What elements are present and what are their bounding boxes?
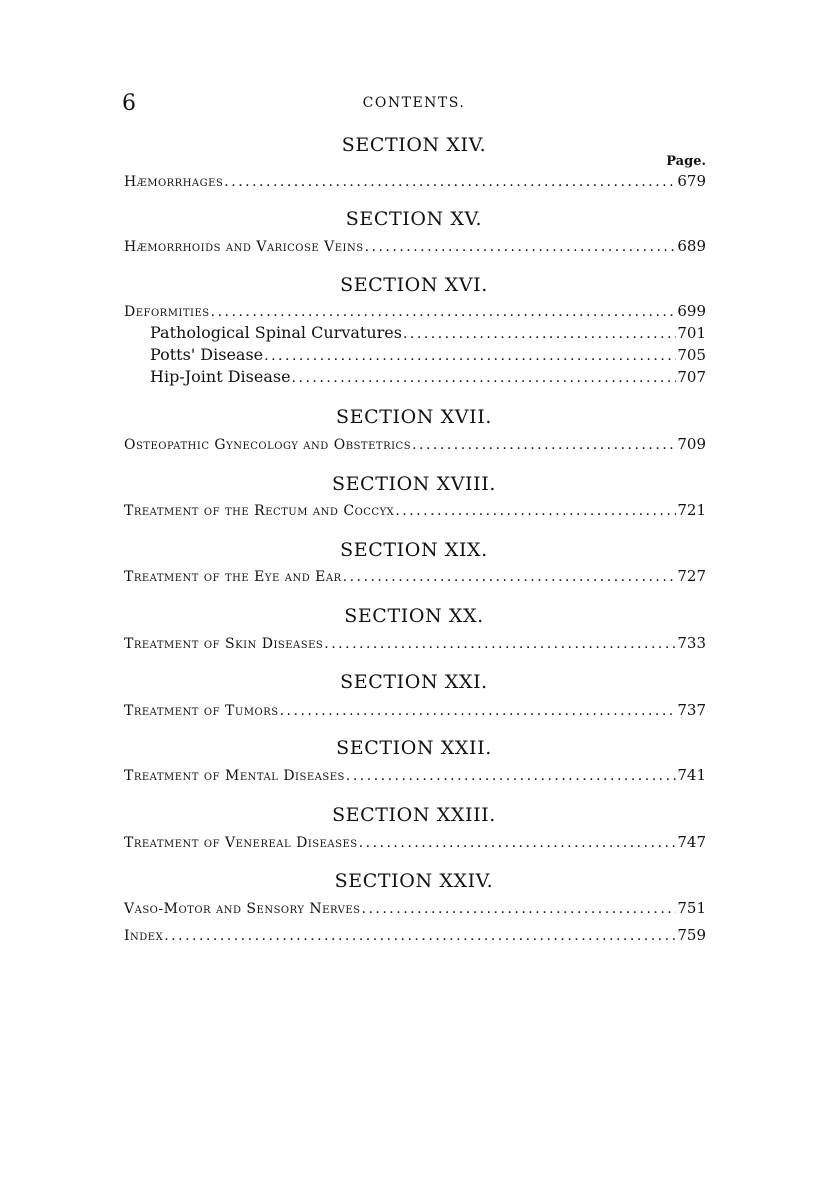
toc-entry-label: Treatment of the Eye and Ear xyxy=(124,569,342,585)
toc-entry-label: Treatment of the Rectum and Coccyx xyxy=(124,503,395,519)
toc-entry[interactable] xyxy=(124,633,706,653)
toc-entry[interactable] xyxy=(124,236,706,256)
page-column-label: Page. xyxy=(666,154,706,169)
toc-entry-label: Treatment of Skin Diseases xyxy=(124,636,324,652)
toc-subentry[interactable] xyxy=(150,367,706,387)
toc-entry[interactable] xyxy=(124,925,706,945)
section-heading: SECTION XX. xyxy=(344,605,484,627)
dot-leader xyxy=(412,435,676,455)
dot-leader xyxy=(359,833,677,853)
dot-leader xyxy=(403,324,676,344)
toc-entry[interactable] xyxy=(124,171,706,191)
toc-entry-page: 741 xyxy=(677,766,706,784)
section-heading: SECTION XV. xyxy=(345,208,483,230)
toc-entry-label: Treatment of Venereal Diseases xyxy=(124,835,358,851)
section-heading: SECTION XXII. xyxy=(336,737,492,759)
toc-entry-label: Treatment of Tumors xyxy=(124,703,279,719)
dot-leader xyxy=(264,346,676,366)
running-title: CONTENTS. xyxy=(362,95,466,111)
section-heading: SECTION XIV. xyxy=(341,134,487,156)
toc-entry[interactable] xyxy=(124,301,706,321)
toc-entry[interactable] xyxy=(124,434,706,454)
dot-leader xyxy=(280,701,677,721)
toc-subentry[interactable] xyxy=(150,323,706,343)
dot-leader xyxy=(164,926,676,946)
toc-entry-page: 701 xyxy=(677,324,706,342)
dot-leader xyxy=(365,237,677,257)
dot-leader xyxy=(324,634,676,654)
toc-entry-page: 747 xyxy=(677,833,706,851)
toc-entry-page: 699 xyxy=(677,302,706,320)
toc-subentry[interactable] xyxy=(150,345,706,365)
toc-entry-page: 759 xyxy=(677,926,706,944)
toc-entry[interactable] xyxy=(124,500,706,520)
dot-leader xyxy=(343,567,677,587)
toc-entry-page: 737 xyxy=(677,701,706,719)
dot-leader xyxy=(292,368,677,388)
section-heading: SECTION XIX. xyxy=(340,539,488,561)
dot-leader xyxy=(395,501,676,521)
toc-entry-label: Deformities xyxy=(124,304,210,320)
toc-entry-label: Index xyxy=(124,928,164,944)
toc-entry-page: 679 xyxy=(677,172,706,190)
toc-entry-label: Hæmorrhages xyxy=(124,174,224,190)
dot-leader xyxy=(362,899,677,919)
running-header xyxy=(122,92,706,116)
section-heading: SECTION XXIV. xyxy=(334,870,494,892)
toc-entry-page: 733 xyxy=(677,634,706,652)
toc-entry-page: 705 xyxy=(677,346,706,364)
toc-entry-label: Pathological Spinal Curvatures xyxy=(150,323,402,342)
toc-entry-label: Treatment of Mental Diseases xyxy=(124,768,345,784)
toc-entry[interactable] xyxy=(124,765,706,785)
toc-entry[interactable] xyxy=(124,700,706,720)
toc-entry[interactable] xyxy=(124,566,706,586)
section-heading: SECTION XVII. xyxy=(336,406,492,428)
toc-entry-page: 721 xyxy=(677,501,706,519)
section-heading: SECTION XXI. xyxy=(340,671,488,693)
toc-entry-page: 707 xyxy=(677,368,706,386)
toc-entry-label: Potts' Disease xyxy=(150,345,264,364)
toc-entry[interactable] xyxy=(124,898,706,918)
toc-entry-page: 689 xyxy=(677,237,706,255)
dot-leader xyxy=(346,766,676,786)
dot-leader xyxy=(224,172,676,192)
toc-entry-label: Hæmorrhoids and Varicose Veins xyxy=(124,239,364,255)
toc-entry-page: 751 xyxy=(677,899,706,917)
section-heading: SECTION XXIII. xyxy=(332,804,496,826)
page-number: 6 xyxy=(122,91,136,116)
section-heading: SECTION XVI. xyxy=(340,274,488,296)
dot-leader xyxy=(211,302,677,322)
toc-entry[interactable] xyxy=(124,832,706,852)
toc-entry-label: Vaso-Motor and Sensory Nerves xyxy=(124,901,361,917)
toc-entry-page: 709 xyxy=(677,435,706,453)
toc-entry-label: Hip-Joint Disease xyxy=(150,367,291,386)
toc-entry-page: 727 xyxy=(677,567,706,585)
toc-entry-label: Osteopathic Gynecology and Obstetrics xyxy=(124,437,412,453)
section-heading: SECTION XVIII. xyxy=(331,473,497,495)
